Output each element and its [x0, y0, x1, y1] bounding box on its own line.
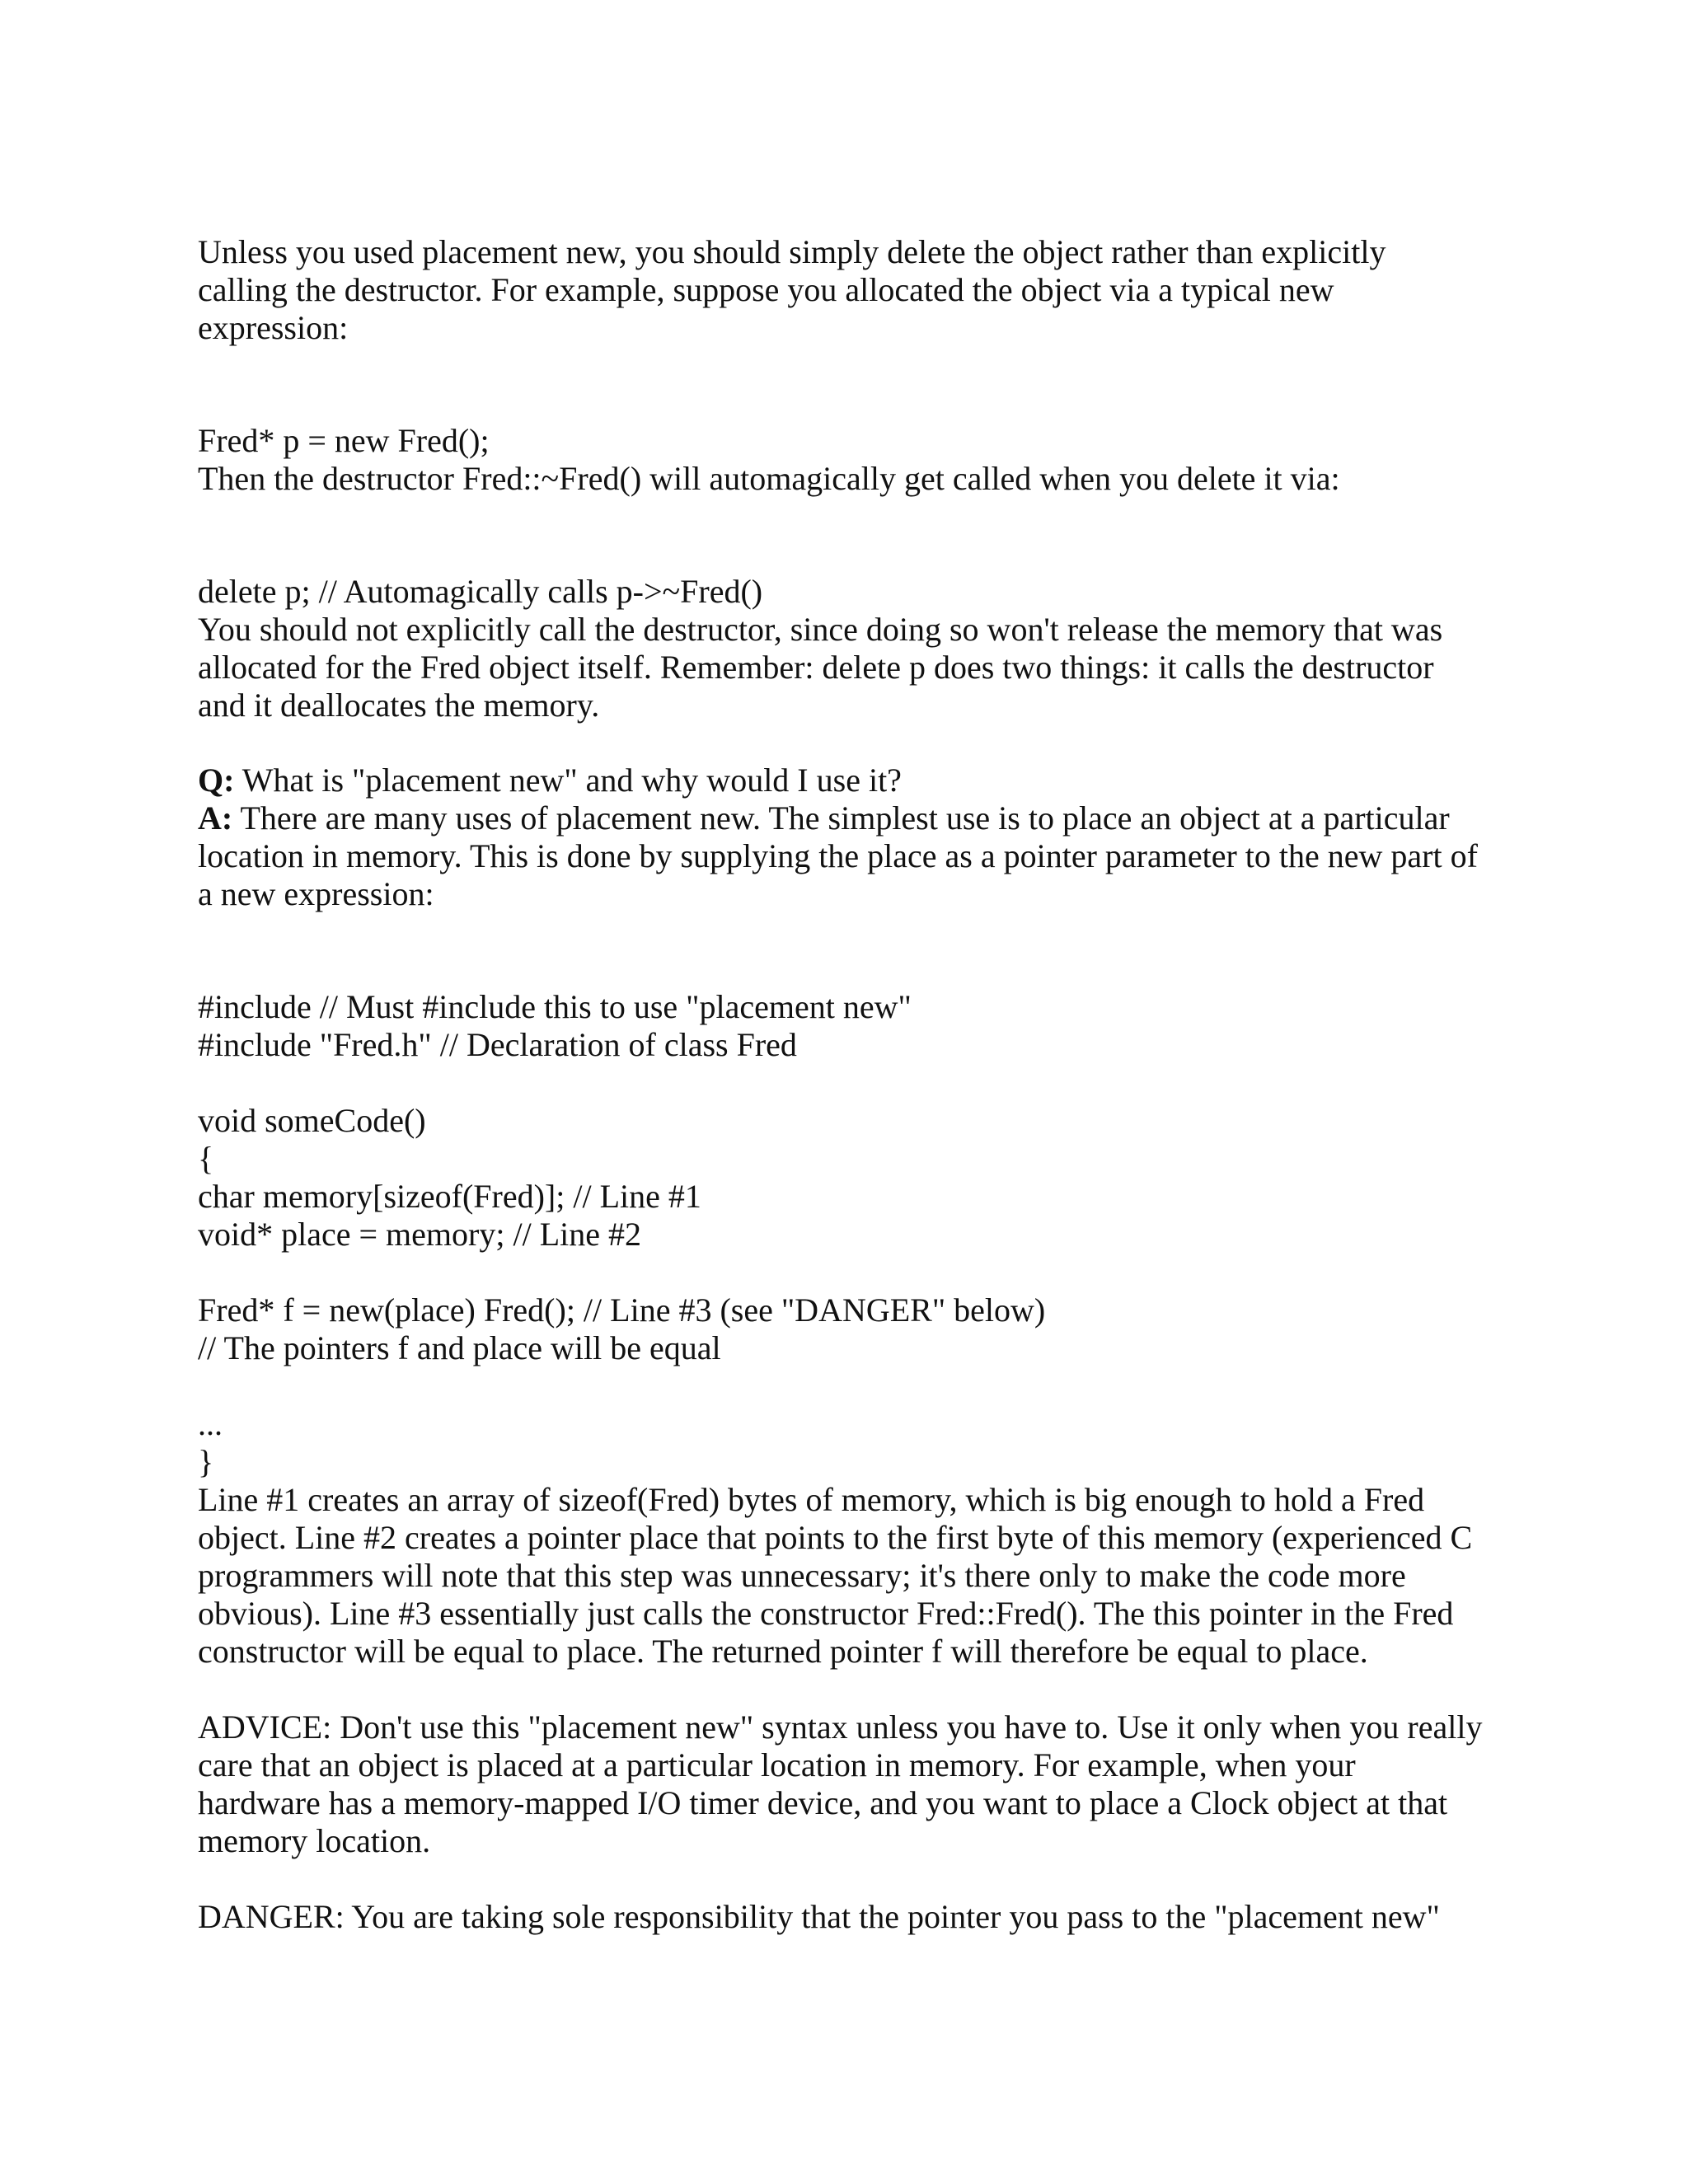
- paragraph-line: Unless you used placement new, you should simply delete the object rather than explicitly: [198, 233, 1386, 270]
- question-label: Q:: [198, 762, 235, 799]
- code-line: #include "Fred.h" // Declaration of class Fred: [198, 1026, 797, 1063]
- code-line: void someCode(): [198, 1102, 426, 1139]
- paragraph-line: Then the destructor Fred::~Fred() will automagically get called when you delete it via:: [198, 460, 1340, 497]
- code-line: {: [198, 1140, 214, 1177]
- code-line: void* place = memory; // Line #2: [198, 1216, 641, 1253]
- code-line: char memory[sizeof(Fred)]; // Line #1: [198, 1178, 701, 1215]
- paragraph-line: calling the destructor. For example, suppose you allocated the object via a typical new: [198, 271, 1334, 308]
- paragraph-line: location in memory. This is done by supplying the place as a pointer parameter to the new part of: [198, 837, 1478, 874]
- paragraph-line: and it deallocates the memory.: [198, 687, 600, 724]
- code-line: // The pointers f and place will be equal: [198, 1329, 721, 1366]
- paragraph-line: constructor will be equal to place. The returned pointer f will therefore be equal to place.: [198, 1633, 1368, 1670]
- paragraph-line: Line #1 creates an array of sizeof(Fred) bytes of memory, which is big enough to hold a Fred: [198, 1481, 1425, 1518]
- paragraph-line: object. Line #2 creates a pointer place that points to the first byte of this memory (experienced C: [198, 1519, 1473, 1556]
- code-line: ...: [198, 1405, 223, 1442]
- paragraph-line: care that an object is placed at a particular location in memory. For example, when your: [198, 1746, 1356, 1783]
- paragraph-line: hardware has a memory-mapped I/O timer device, and you want to place a Clock object at that: [198, 1784, 1448, 1821]
- paragraph-line: ADVICE: Don't use this "placement new" syntax unless you have to. Use it only when you really: [198, 1708, 1483, 1746]
- paragraph-line: expression:: [198, 309, 349, 346]
- code-line: }: [198, 1443, 214, 1480]
- answer-text: There are many uses of placement new. The simplest use is to place an object at a particular: [232, 799, 1450, 837]
- answer-label: A:: [198, 799, 233, 837]
- code-line: delete p; // Automagically calls p->~Fred(): [198, 573, 763, 610]
- code-line: Fred* f = new(place) Fred(); // Line #3 (see "DANGER" below): [198, 1291, 1046, 1329]
- paragraph-line: You should not explicitly call the destructor, since doing so won't release the memory that was: [198, 611, 1443, 648]
- paragraph-line: allocated for the Fred object itself. Remember: delete p does two things: it calls the destructor: [198, 649, 1434, 686]
- paragraph-line: obvious). Line #3 essentially just calls the constructor Fred::Fred(). The this pointer in the Fred: [198, 1595, 1454, 1632]
- question-text: What is "placement new" and why would I use it?: [234, 762, 902, 799]
- paragraph-line: DANGER: You are taking sole responsibility that the pointer you pass to the "placement new": [198, 1898, 1440, 1935]
- paragraph-line: memory location.: [198, 1822, 431, 1859]
- code-line: #include // Must #include this to use "placement new": [198, 988, 912, 1025]
- question-line: [198, 762, 902, 799]
- paragraph-line: programmers will note that this step was unnecessary; it's there only to make the code more: [198, 1557, 1406, 1594]
- paragraph-line: a new expression:: [198, 875, 434, 912]
- code-line: Fred* p = new Fred();: [198, 422, 490, 459]
- answer-line: [198, 799, 1450, 837]
